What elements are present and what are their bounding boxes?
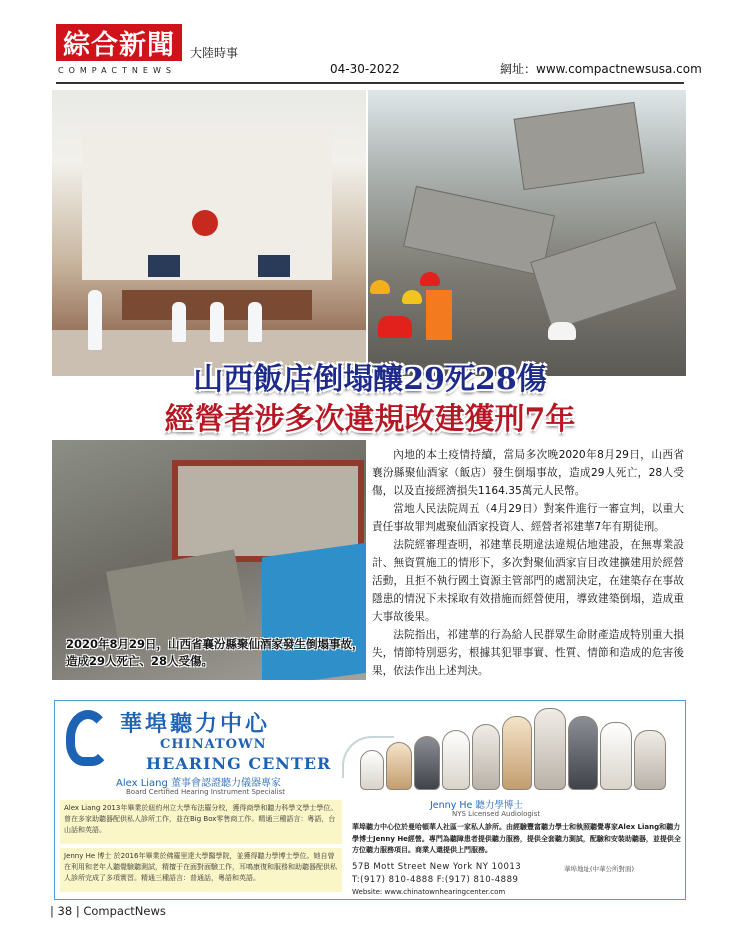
ad-address: 57B Mott Street New York NY 10013: [352, 862, 522, 872]
article-paragraph: 法院經審理查明，祁建華長期違法違規佔地建設，在無專業設計、無資質施工的情形下，多次對聚仙酒家盲目改建擴建用於經營活動，且拒不執行國土資源主管部門的處罰決定，在建築存在事故隱患的情況下未採取有效措施而經營使用，導致建築倒塌，造成重大事故後果。: [372, 539, 684, 623]
court-screen: [258, 255, 290, 277]
rubble-slab: [530, 221, 678, 330]
person-figure: [88, 290, 102, 350]
photo-caption: 2020年8月29日，山西省襄汾縣聚仙酒家發生倒塌事故，造成29人死亡、28人受傷。: [66, 637, 364, 668]
court-screen: [148, 255, 180, 277]
ad-english-name-1: CHINATOWN: [160, 737, 267, 752]
hard-hat: [370, 280, 390, 294]
issue-date: 04-30-2022: [330, 62, 400, 76]
person-figure: [248, 302, 262, 342]
ad-bio-jenny: Jenny He 博士 於2016年畢業於佛羅里達大學醫學院，並獲得聽力學博士學位。她自曾在利用和老年人聽覺驗聽測試，精擅于在面對面驗工作，耳鳴康復和服務和助聽器配供私人診所完成了多項實習。精通三種語言：普通話，粵語和英語。: [60, 848, 342, 892]
hearing-aid-icon: [534, 708, 566, 790]
courtroom-photo: [52, 90, 366, 376]
headline-line-1: 山西飯店倒塌釀29死28傷: [193, 362, 547, 397]
hearing-aid-icon: [414, 736, 440, 790]
hearing-aid-icon: [442, 730, 470, 790]
hearing-aid-icon: [502, 716, 532, 790]
ad-business-name: 華埠聽力中心: [120, 712, 271, 737]
article-paragraph: 內地的本土疫情持續，當局多次晚2020年8月29日，山西省襄汾縣聚仙酒家（飯店）發生倒塌事故，造成29人死亡，28人受傷，以及直接經濟損失1164.35萬元人民幣。: [372, 449, 684, 497]
ear-logo-icon: [66, 710, 110, 766]
article-paragraph: 當地人民法院周五（4月29日）對案件進行一審宣判，以重大責任事故罪判處聚仙酒家投資人、經營者祁建華7年有期徒刑。: [372, 503, 684, 533]
ad-audiologist-name: Jenny He 聽力學博士: [430, 800, 523, 811]
court-wall: [82, 130, 332, 280]
logo-subtitle: COMPACTNEWS: [58, 66, 176, 75]
hearing-aid-icon: [600, 722, 632, 790]
ad-phone[interactable]: T:(917) 810-4888 F:(917) 810-4889: [352, 875, 519, 885]
worker-vest: [426, 290, 452, 340]
ad-english-name-2: HEARING CENTER: [146, 754, 332, 773]
article-body: [372, 446, 684, 680]
website-url[interactable]: 網址：www.compactnewsusa.com: [500, 62, 702, 76]
rubble-slab: [514, 102, 645, 190]
hard-hat: [420, 272, 440, 286]
article-paragraph: 法院指出，祁建華的行為給人民群眾生命財產造成特別重大損失，情節特別惡劣，根據其犯罪事實、性質、情節和造成的危害後果，依法作出上述判決。: [372, 629, 684, 677]
section-label: 大陸時事: [190, 46, 239, 60]
ad-description: 華埠聽力中心位於曼哈頓華人社區一家私人診所。由經驗豐富聽力學士和執照聽覺專家Alex Liang和聽力學博士Jenny He經營。專門為聽障患者提供聽力服務，提供全套聽力測試，配驗和安裝助聽器，並提供全方位聽力服務項目。商業人還提供上門服務。: [352, 823, 681, 854]
ad-address-note: 華埠地址(中華公所對面): [564, 865, 635, 873]
hearing-aid-icon: [472, 724, 500, 790]
ad-specialist-name: Alex Liang 董事會認證聽力儀器專家: [116, 778, 282, 789]
ad-specialist-title: Board Certified Hearing Instrument Specialist: [126, 788, 286, 796]
header-divider: [56, 82, 684, 84]
hard-hat: [548, 322, 576, 340]
ad-website[interactable]: Website: www.chinatownhearingcenter.com: [352, 888, 506, 896]
rubble-photo: [368, 90, 686, 376]
hard-hat: [378, 316, 412, 338]
court-emblem: [192, 210, 218, 236]
ad-bio-alex: Alex Liang 2013年畢業於紐約州立大學布法羅分校，獲得商學和聽力科學文學士學位。曾在多家助聽器配供私人診所工作，並在Big Box零售商工作。精通三種語言：粵語，台山話和英語。: [60, 800, 342, 844]
hearing-aid-icon: [360, 750, 384, 790]
hard-hat: [402, 290, 422, 304]
person-figure: [172, 302, 186, 342]
hearing-aid-icon: [386, 742, 412, 790]
hearing-aid-icon: [568, 716, 598, 790]
headline-line-2: 經營者涉多次違規改建獲刑7年: [164, 402, 576, 437]
hearing-aid-icon: [634, 730, 666, 790]
newspaper-logo: 綜合新聞: [56, 24, 182, 61]
person-figure: [210, 302, 224, 342]
ad-audiologist-title: NYS Licensed Audiologist: [452, 810, 541, 818]
page-footer: | 38 | CompactNews: [50, 904, 166, 918]
